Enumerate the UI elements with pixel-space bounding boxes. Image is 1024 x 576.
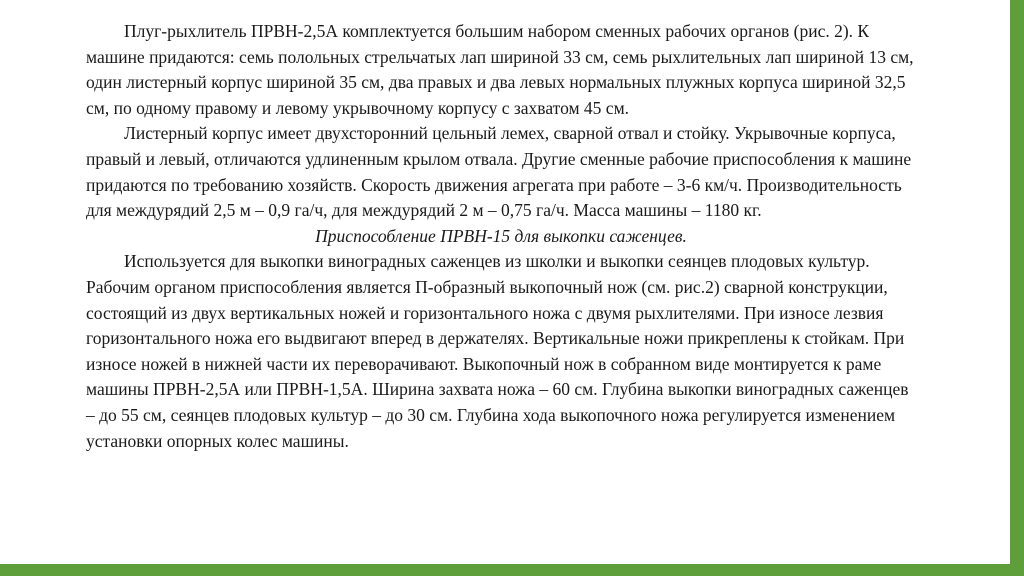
- bottom-accent-band: [0, 564, 1024, 576]
- slide-text-block: [86, 19, 916, 454]
- paragraph-digging-knife: Используется для выкопки виноградных саженцев из школки и выкопки сеянцев плодовых культур. Рабочим органом приспособления является П-образный выкопочный нож (см. рис.2) сварной конструкции, состоящий из двух вертикальных ножей и горизонтального ножа с двумя рыхлителями. При износе лезвия горизонтального ножа его выдвигают вперед в держателях. Вертикальные ножи прикреплены к стойкам. При износе ножей в нижней части их переворачивают. Выкопочный нож в собранном виде монтируется к раме машины ПРВН-2,5А или ПРВН-1,5А. Ширина захвата ножа – 60 см. Глубина выкопки виноградных саженцев – до 55 см, сеянцев плодовых культур – до 30 см. Глубина хода выкопочного ножа регулируется изменением установки опорных колес машины.: [86, 251, 909, 451]
- paragraph-lister-body: Листерный корпус имеет двухсторонний цельный лемех, сварной отвал и стойку. Укрывочные корпуса, правый и левый, отличаются удлиненным крылом отвала. Другие сменные рабочие приспособления к машине придаются по требованию хозяйств. Скорость движения агрегата при работе – 3-6 км/ч. Производительность для междурядий 2,5 м – 0,9 га/ч, для междурядий 2 м – 0,75 га/ч. Масса машины – 1180 кг.: [86, 123, 912, 221]
- right-accent-band: [1010, 0, 1024, 576]
- subheading-digging-tool: Приспособление ПРВН-15 для выкопки саженцев.: [315, 225, 687, 246]
- paragraph-plow-set: Плуг-рыхлитель ПРВН-2,5А комплектуется большим набором сменных рабочих органов (рис. 2). К машине придаются: семь полольных стрельчатых лап шириной 33 см, семь рыхлительных лап шириной 13 см, один листерный корпус шириной 35 см, два правых и два левых нормальных плужных корпуса шириной 32,5 см, по одному правому и левому укрывочному корпусу с захватом 45 см.: [86, 21, 914, 118]
